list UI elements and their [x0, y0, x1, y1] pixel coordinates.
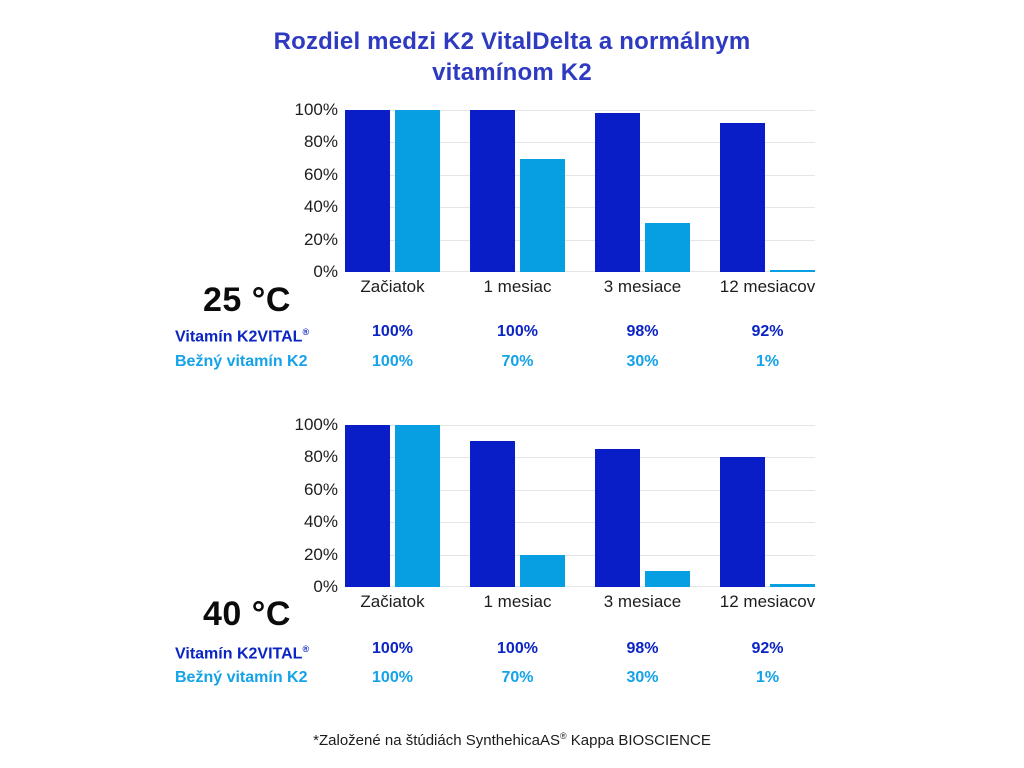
- table-value: 100%: [372, 640, 413, 657]
- category-label: 1 mesiac: [483, 592, 552, 611]
- gridline: [345, 240, 815, 241]
- plot-area: [345, 425, 815, 587]
- bar-group: [470, 110, 565, 272]
- table-value: 100%: [372, 353, 413, 370]
- gridline: [345, 457, 815, 458]
- table-value: 70%: [501, 353, 534, 370]
- footnote-pre: *Založené na štúdiách SynthehicaAS: [313, 732, 560, 749]
- bar-group: [720, 110, 815, 272]
- gridline: [345, 586, 815, 587]
- gridline: [345, 175, 815, 176]
- series-row-label: Vitamín K2VITAL®: [175, 644, 310, 663]
- bar-regular-k2: [770, 584, 815, 587]
- gridline: [345, 142, 815, 143]
- bar-k2vital: [470, 110, 515, 272]
- category-label: Začiatok: [360, 592, 425, 611]
- y-axis-tick-label: 20%: [303, 544, 338, 564]
- chart-title-line1: Rozdiel medzi K2 VitalDelta a normálnym: [273, 28, 751, 55]
- y-axis-tick-label: 40%: [303, 512, 338, 532]
- table-value: 1%: [755, 353, 780, 370]
- plot-area: [345, 110, 815, 272]
- gridline: [345, 110, 815, 111]
- gridline: [345, 207, 815, 208]
- temperature-label: 40 °C: [203, 595, 291, 633]
- bar-k2vital: [345, 425, 390, 587]
- bar-regular-k2: [395, 110, 440, 272]
- bar-k2vital: [595, 449, 640, 587]
- table-value: 100%: [497, 323, 538, 340]
- footnote: [0, 727, 1024, 750]
- bar-k2vital: [720, 123, 765, 272]
- y-axis-tick-label: 20%: [303, 229, 338, 249]
- registered-mark: ®: [559, 731, 567, 741]
- table-value: 98%: [626, 640, 659, 657]
- y-axis-tick-label: 80%: [303, 132, 338, 152]
- bar-regular-k2: [395, 425, 440, 587]
- table-value: 30%: [626, 669, 659, 686]
- bar-regular-k2: [645, 571, 690, 587]
- bar-k2vital: [345, 110, 390, 272]
- registered-mark: ®: [302, 644, 310, 654]
- bar-k2vital: [595, 113, 640, 272]
- bar-regular-k2: [520, 555, 565, 587]
- y-axis-tick-label: 60%: [303, 479, 338, 499]
- table-value: 30%: [626, 353, 659, 370]
- series-row-label: Vitamín K2VITAL®: [175, 327, 310, 346]
- table-value: 92%: [751, 640, 784, 657]
- category-label: 12 mesiacov: [719, 592, 816, 611]
- table-value: 100%: [372, 323, 413, 340]
- table-value: 98%: [626, 323, 659, 340]
- temperature-label: 25 °C: [203, 281, 291, 319]
- category-label: 3 mesiace: [603, 592, 682, 611]
- footnote-post: Kappa BIOSCIENCE: [566, 732, 711, 749]
- table-value: 70%: [501, 669, 534, 686]
- y-axis-tick-label: 80%: [303, 447, 338, 467]
- category-label: 1 mesiac: [483, 277, 552, 296]
- gridline: [345, 271, 815, 272]
- bar-regular-k2: [645, 223, 690, 272]
- registered-mark: ®: [302, 327, 310, 337]
- gridline: [345, 522, 815, 523]
- chart-title-line2: vitamínom K2: [432, 59, 592, 86]
- y-axis-tick-label: 40%: [303, 197, 338, 217]
- bar-k2vital: [470, 441, 515, 587]
- y-axis-tick-label: 100%: [294, 100, 338, 119]
- category-label: 3 mesiace: [603, 277, 682, 296]
- table-value: 100%: [497, 640, 538, 657]
- bar-group: [470, 425, 565, 587]
- category-label: 12 mesiacov: [719, 277, 816, 296]
- bar-k2vital: [720, 457, 765, 587]
- category-label: Začiatok: [360, 277, 425, 296]
- bar-regular-k2: [520, 159, 565, 272]
- bar-group: [345, 110, 440, 272]
- chart-title: [0, 26, 1024, 88]
- gridline: [345, 555, 815, 556]
- bar-regular-k2: [770, 270, 815, 272]
- table-value: 1%: [755, 669, 780, 686]
- table-value: 100%: [372, 669, 413, 686]
- series-row-label: Bežný vitamín K2: [175, 669, 308, 686]
- table-value: 92%: [751, 323, 784, 340]
- y-axis-tick-label: 0%: [313, 262, 338, 281]
- y-axis-tick-label: 0%: [313, 577, 338, 596]
- y-axis-tick-label: 60%: [303, 164, 338, 184]
- bar-group: [720, 425, 815, 587]
- bar-group: [345, 425, 440, 587]
- bar-group: [595, 110, 690, 272]
- y-axis-tick-label: 100%: [294, 415, 338, 434]
- bar-group: [595, 425, 690, 587]
- series-row-label: Bežný vitamín K2: [175, 353, 308, 370]
- gridline: [345, 425, 815, 426]
- gridline: [345, 490, 815, 491]
